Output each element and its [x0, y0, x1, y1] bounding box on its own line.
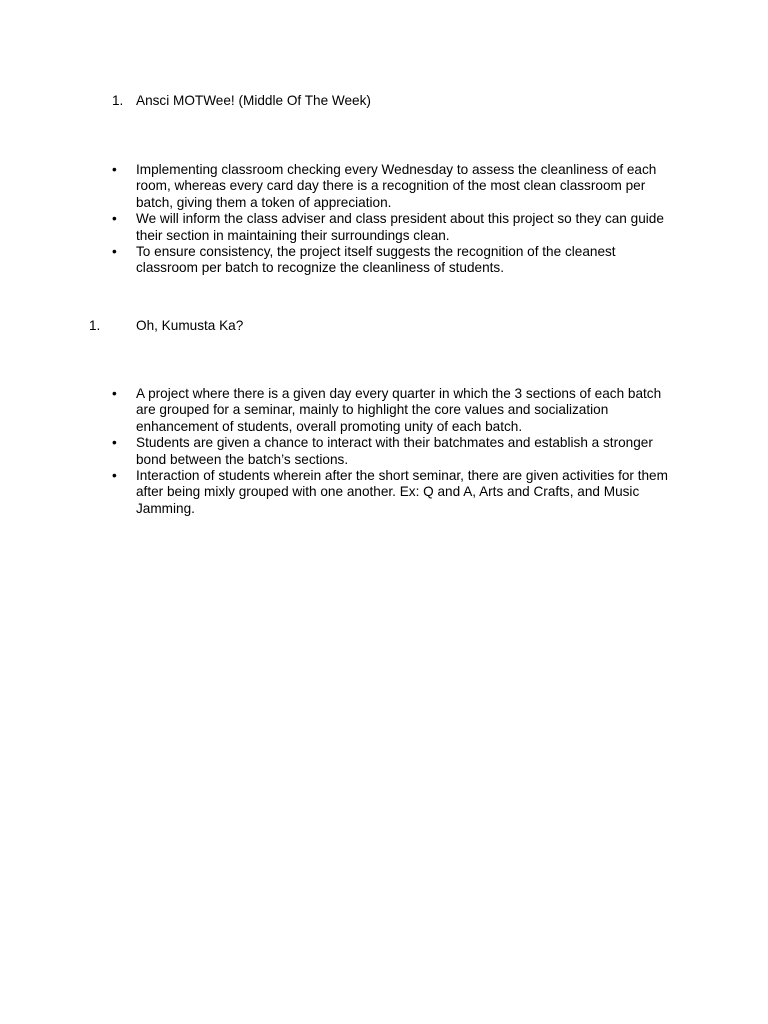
list-item — [0, 386, 681, 435]
bullet-text: Implementing classroom checking every Wednesday to assess the cleanliness of each room, whereas every card day there is a recognition of the most clean classroom per batch, giving them a token of appreciation. — [136, 162, 657, 210]
section-number: 1. — [89, 318, 101, 333]
bullet-marker: • — [112, 435, 117, 451]
bullet-list-2 — [0, 386, 768, 517]
bullet-text: To ensure consistency, the project itself suggests the recognition of the cleanest classroom per batch to recognize the cleanliness of students. — [136, 244, 616, 276]
bullet-text: Interaction of students wherein after the short seminar, there are given activities for them after being mixly grouped with one another. Ex: Q and A, Arts and Crafts, and Music Jamming. — [136, 468, 668, 516]
section-title: Oh, Kumusta Ka? — [136, 318, 244, 333]
list-item — [0, 244, 681, 277]
bullet-text: A project where there is a given day every quarter in which the 3 sections of each batch are grouped for a seminar, mainly to highlight the core values and socialization enhancement of students, overall promoting unity of each batch. — [136, 386, 662, 434]
bullet-text: We will inform the class adviser and class president about this project so they can guide their section in maintaining their surroundings clean. — [136, 211, 664, 243]
list-item — [0, 468, 681, 517]
bullet-marker: • — [112, 211, 117, 227]
bullet-list-1 — [0, 162, 768, 277]
bullet-marker: • — [112, 244, 117, 260]
list-item — [0, 435, 681, 468]
bullet-marker: • — [112, 386, 117, 401]
bullet-text: Students are given a chance to interact with their batchmates and establish a stronger bond between the batch’s sections. — [136, 435, 653, 467]
section-number: 1. — [112, 93, 124, 108]
section-heading-1 — [0, 93, 768, 111]
section-title: Ansci MOTWee! (Middle Of The Week) — [136, 93, 371, 108]
bullet-marker: • — [112, 162, 117, 177]
list-item — [0, 162, 681, 211]
bullet-marker: • — [112, 468, 117, 484]
section-heading-2 — [0, 318, 768, 336]
list-item — [0, 211, 681, 244]
